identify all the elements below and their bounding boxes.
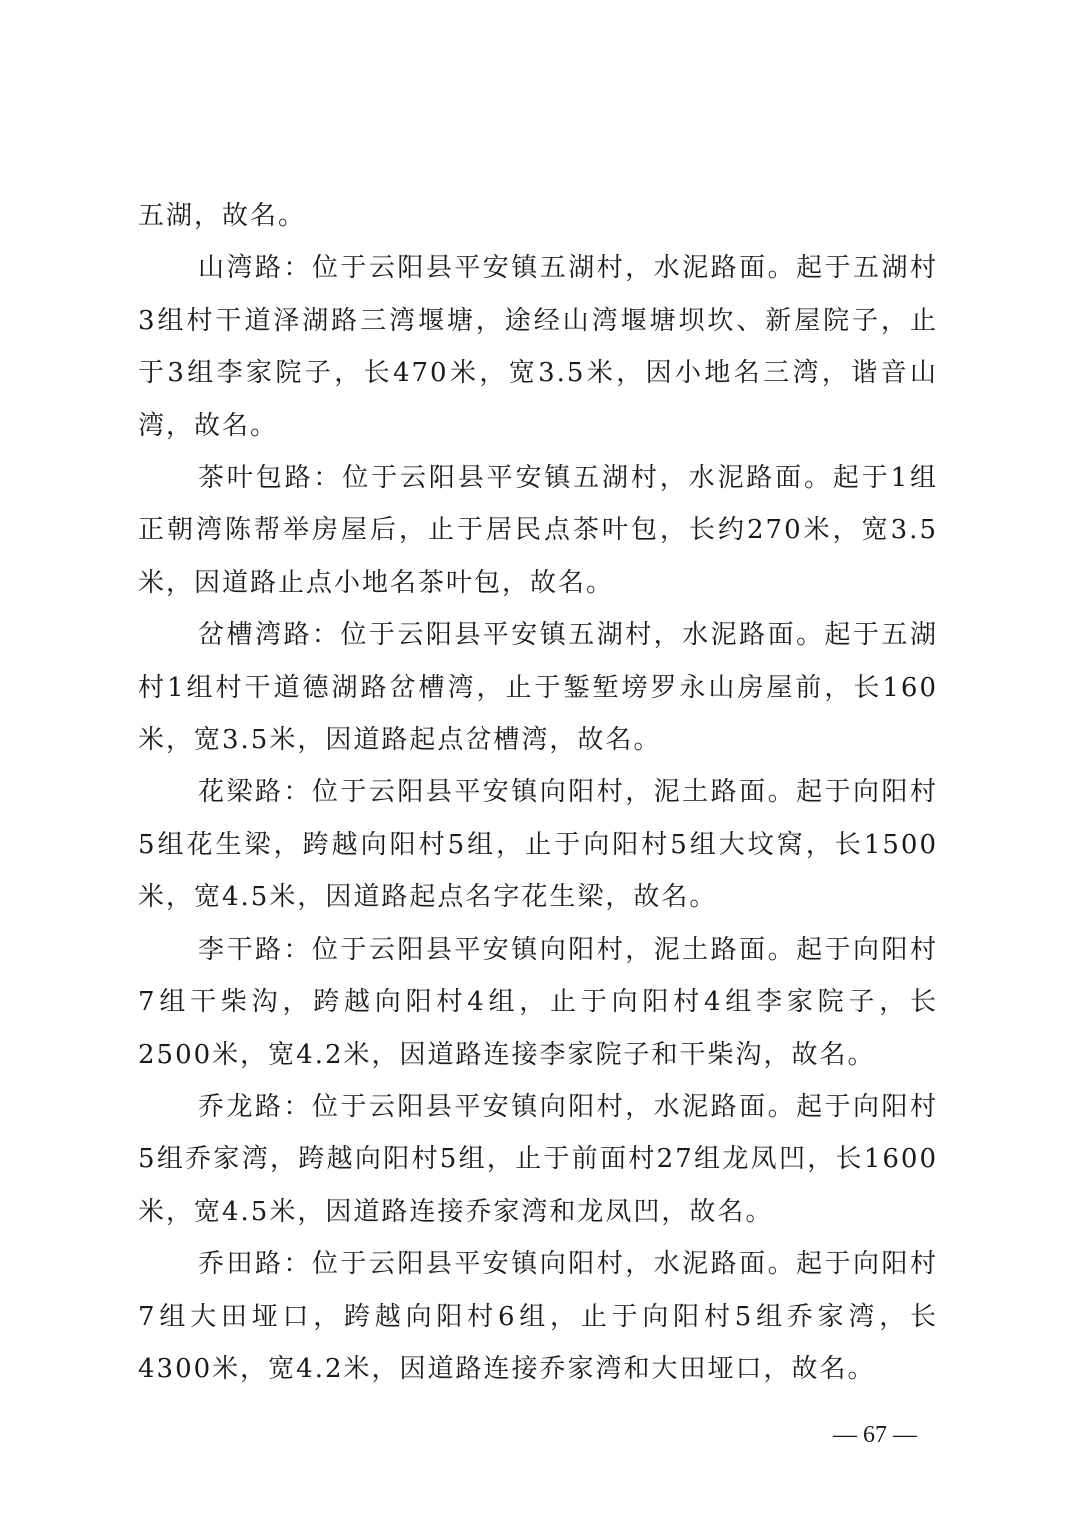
paragraph-continuation: 五湖，故名。 [138, 201, 307, 231]
paragraph-qiaolong-road: 乔龙路：位于云阳县平安镇向阳村，水泥路面。起于向阳村5组乔家湾，跨越向阳村5组，止于前面村27组龙凤凹，长1600米，宽4.5米，因道路连接乔家湾和龙凤凹，故名。 [138, 1091, 938, 1227]
page-number: — 67 — [833, 1422, 917, 1448]
paragraph-chacaowan-road: 岔槽湾路：位于云阳县平安镇五湖村，水泥路面。起于五湖村1组村干道德湖路岔槽湾，止于錾堑塝罗永山房屋前，长160米，宽3.5米，因道路起点岔槽湾，故名。 [138, 620, 938, 756]
paragraph-ligan-road: 李干路：位于云阳县平安镇向阳村，泥土路面。起于向阳村7组干柴沟，跨越向阳村4组，止于向阳村4组李家院子，长2500米，宽4.2米，因道路连接李家院子和干柴沟，故名。 [138, 934, 938, 1070]
paragraph-hualiang-road: 花梁路：位于云阳县平安镇向阳村，泥土路面。起于向阳村5组花生梁，跨越向阳村5组，止于向阳村5组大坟窝，长1500米，宽4.5米，因道路起点名字花生梁，故名。 [138, 777, 938, 913]
document-body [138, 190, 938, 1395]
paragraph-qiaotian-road: 乔田路：位于云阳县平安镇向阳村，水泥路面。起于向阳村7组大田垭口，跨越向阳村6组，止于向阳村5组乔家湾，长4300米，宽4.2米，因道路连接乔家湾和大田垭口，故名。 [138, 1249, 938, 1384]
paragraph-chayebao-road: 茶叶包路：位于云阳县平安镇五湖村，水泥路面。起于1组正朝湾陈帮举房屋后，止于居民点茶叶包，长约270米，宽3.5米，因道路止点小地名茶叶包，故名。 [138, 463, 938, 598]
paragraph-shanwan-road: 山湾路：位于云阳县平安镇五湖村，水泥路面。起于五湖村3组村干道泽湖路三湾堰塘，途经山湾堰塘坝坎、新屋院子，止于3组李家院子，长470米，宽3.5米，因小地名三湾，谐音山湾，故名。 [138, 253, 938, 441]
